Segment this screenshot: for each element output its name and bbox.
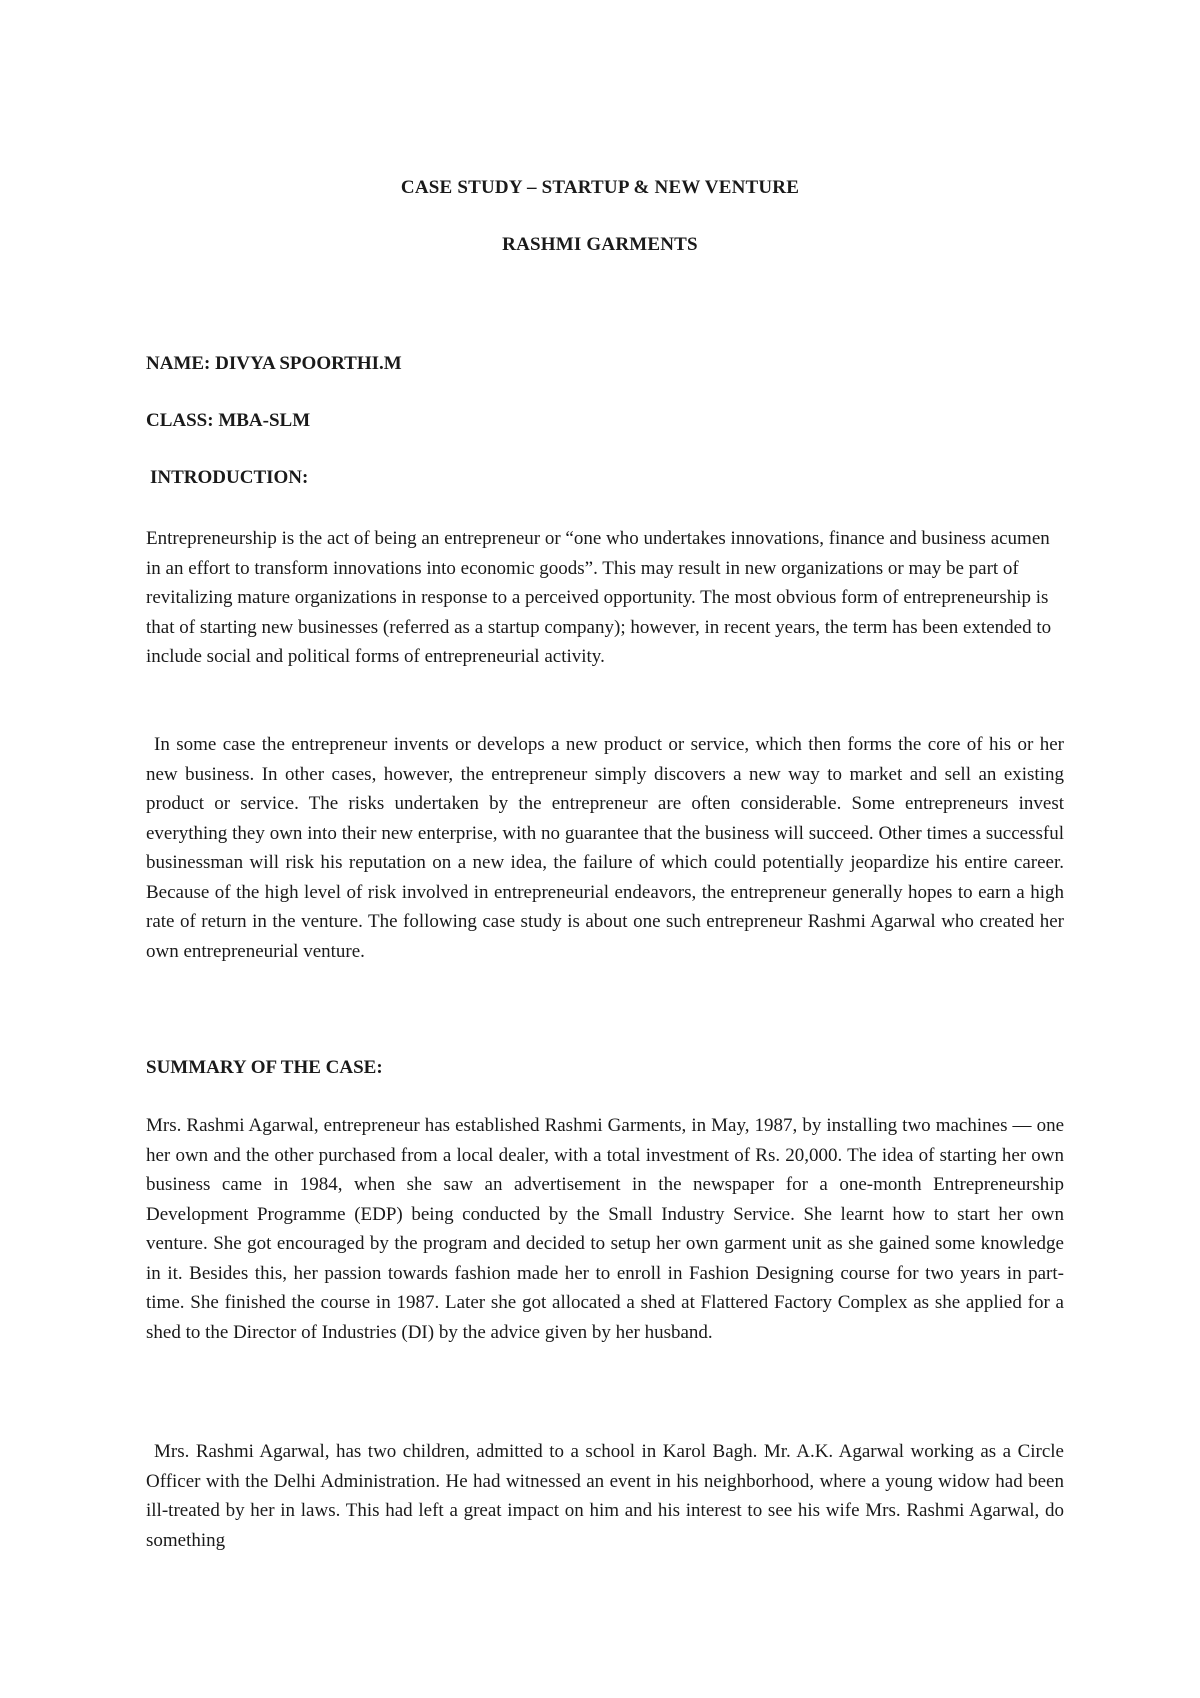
document-subtitle: RASHMI GARMENTS — [502, 234, 698, 255]
introduction-paragraph-2: In some case the entrepreneur invents or develops a new product or service, which then forms the core of his or her new business. In other cases, however, the entrepreneur simply discovers a new way to market and sell an existing product or service. The risks undertaken by the entrepreneur are often considerable. Some entrepreneurs invest everything they own into their new enterprise, with no guarantee that the business will succeed. Other times a successful businessman will risk his reputation on a new idea, the failure of which could potentially jeopardize his entire career. Because of the high level of risk involved in entrepreneurial endeavors, the entrepreneur generally hopes to earn a high rate of return in the venture. The following case study is about one such entrepreneur Rashmi Agarwal who created her own entrepreneurial venture. — [146, 734, 1064, 962]
student-class: CLASS: MBA-SLM — [146, 410, 311, 431]
document-title: CASE STUDY – STARTUP & NEW VENTURE — [400, 177, 800, 198]
summary-paragraph-2: Mrs. Rashmi Agarwal, has two children, admitted to a school in Karol Bagh. Mr. A.K. Agarwal working as a Circle Officer with the Delhi Administration. He had witnessed an event in his neighborhood, where a young widow had been ill-treated by her in laws. This had left a great impact on him and his interest to see his wife Mrs. Rashmi Agarwal, do something — [146, 1441, 1064, 1551]
student-name: NAME: DIVYA SPOORTHI.M — [146, 353, 402, 374]
introduction-paragraph-1: Entrepreneurship is the act of being an entrepreneur or “one who undertakes innovations, finance and business acumen in an effort to transform innovations into economic goods”. This may result in new organizations or may be part of revitalizing mature organizations in response to a perceived opportunity. The most obvious form of entrepreneurship is that of starting new businesses (referred as a startup company); however, in recent years, the term has been extended to include social and political forms of entrepreneurial activity. — [146, 528, 1052, 667]
introduction-heading: INTRODUCTION: — [150, 467, 309, 488]
summary-heading: SUMMARY OF THE CASE: — [146, 1057, 383, 1078]
summary-paragraph-1: Mrs. Rashmi Agarwal, entrepreneur has established Rashmi Garments, in May, 1987, by installing two machines — one her own and the other purchased from a local dealer, with a total investment of Rs. 20,000. The idea of starting her own business came in 1984, when she saw an advertisement in the newspaper for a one-month Entrepreneurship Development Programme (EDP) being conducted by the Small Industry Service. She learnt how to start her own venture. She got encouraged by the program and decided to setup her own garment unit as she gained some knowledge in it. Besides this, her passion towards fashion made her to enroll in Fashion Designing course for two years in part-time. She finished the course in 1987. Later she got allocated a shed at Flattered Factory Complex as she applied for a shed to the Director of Industries (DI) by the advice given by her husband. — [146, 1115, 1064, 1343]
